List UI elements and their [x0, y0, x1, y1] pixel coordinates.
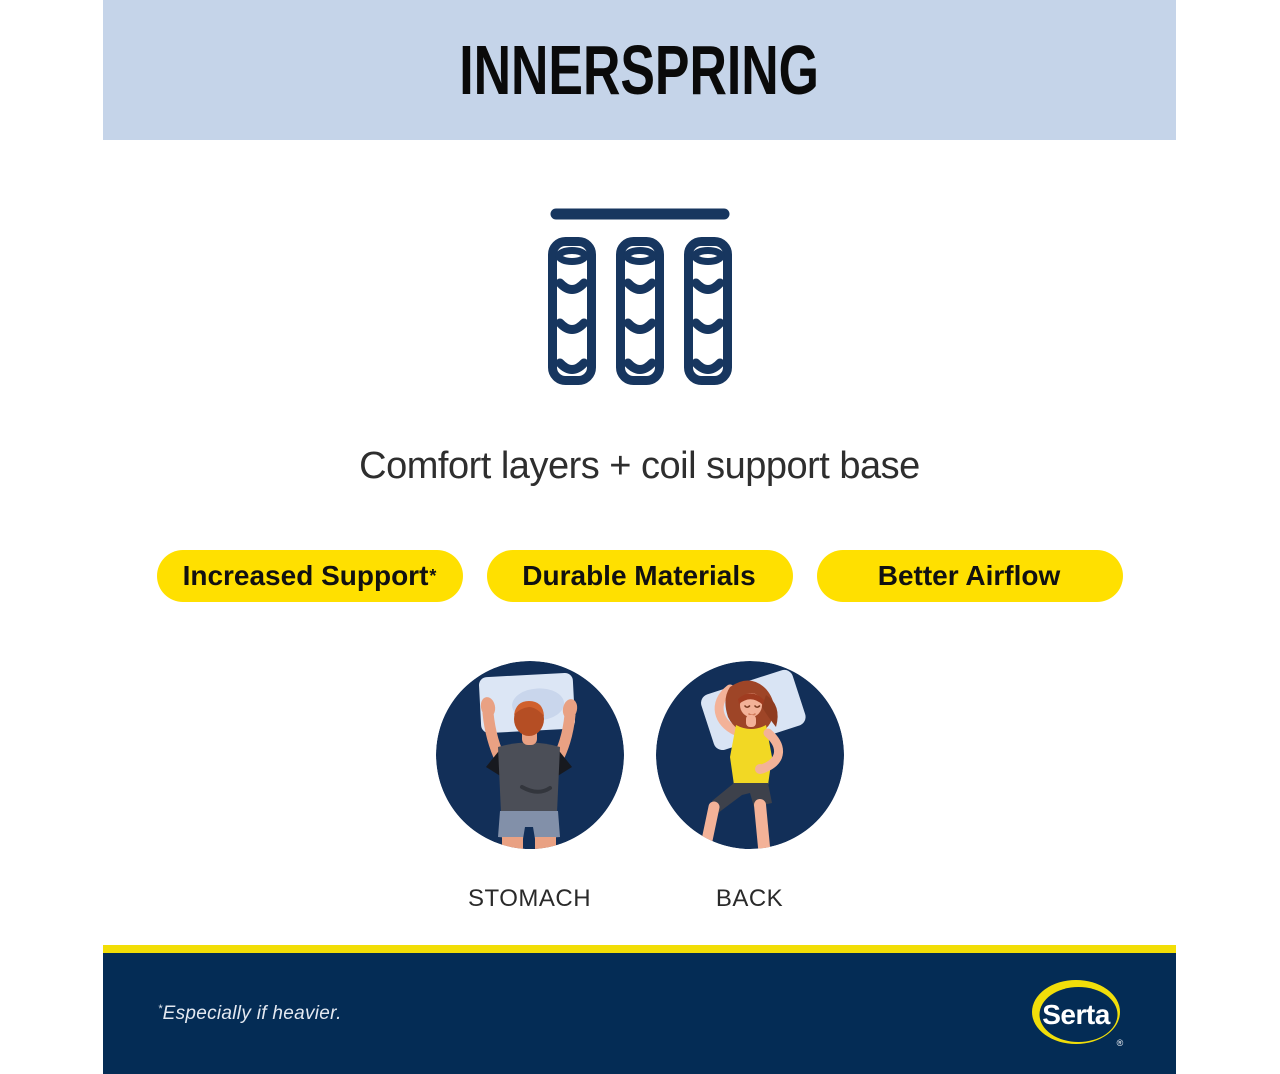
diagram-caption: Comfort layers + coil support base [359, 445, 920, 487]
coil-icon-svg [548, 207, 732, 391]
man-sleeping-on-stomach-illustration [436, 661, 624, 849]
footnote [158, 1002, 342, 1024]
badge-increased-support: Increased Support * [157, 550, 463, 602]
sleep-position-label: BACK [715, 885, 784, 912]
woman-sleeping-on-back-illustration [656, 661, 844, 849]
footnote-text: Especially if heavier. [162, 1002, 342, 1024]
coil-cylinder [620, 242, 659, 381]
badge-durable-materials [487, 550, 793, 602]
badge-label: Increased Support [182, 560, 429, 591]
badge-label: Durable Materials [522, 560, 756, 591]
sleep-positions [103, 661, 1176, 913]
sleep-position-label: STOMACH [467, 885, 592, 912]
serta-logo [1030, 978, 1126, 1050]
serta-logo-svg [1030, 978, 1126, 1050]
coil-cylinder [552, 242, 591, 381]
mattress-coil-layers-icon [548, 207, 732, 391]
badge-better-airflow [817, 550, 1123, 602]
page-title: INNERSPRING [459, 31, 820, 109]
serta-wordmark: Serta [1042, 998, 1110, 1030]
header-band [103, 0, 1176, 140]
benefit-badges [103, 550, 1176, 602]
footnote-asterisk: * [158, 1002, 163, 1015]
footer-yellow-strip [103, 945, 1176, 953]
sleep-position-stomach [436, 661, 624, 913]
sleep-position-back [656, 661, 844, 913]
badge-label: Better Airflow [877, 560, 1061, 591]
registered-mark: ® [1116, 1037, 1124, 1048]
content-column [103, 0, 1176, 1074]
coil-cylinder [688, 242, 727, 381]
footer-band [103, 953, 1176, 1074]
